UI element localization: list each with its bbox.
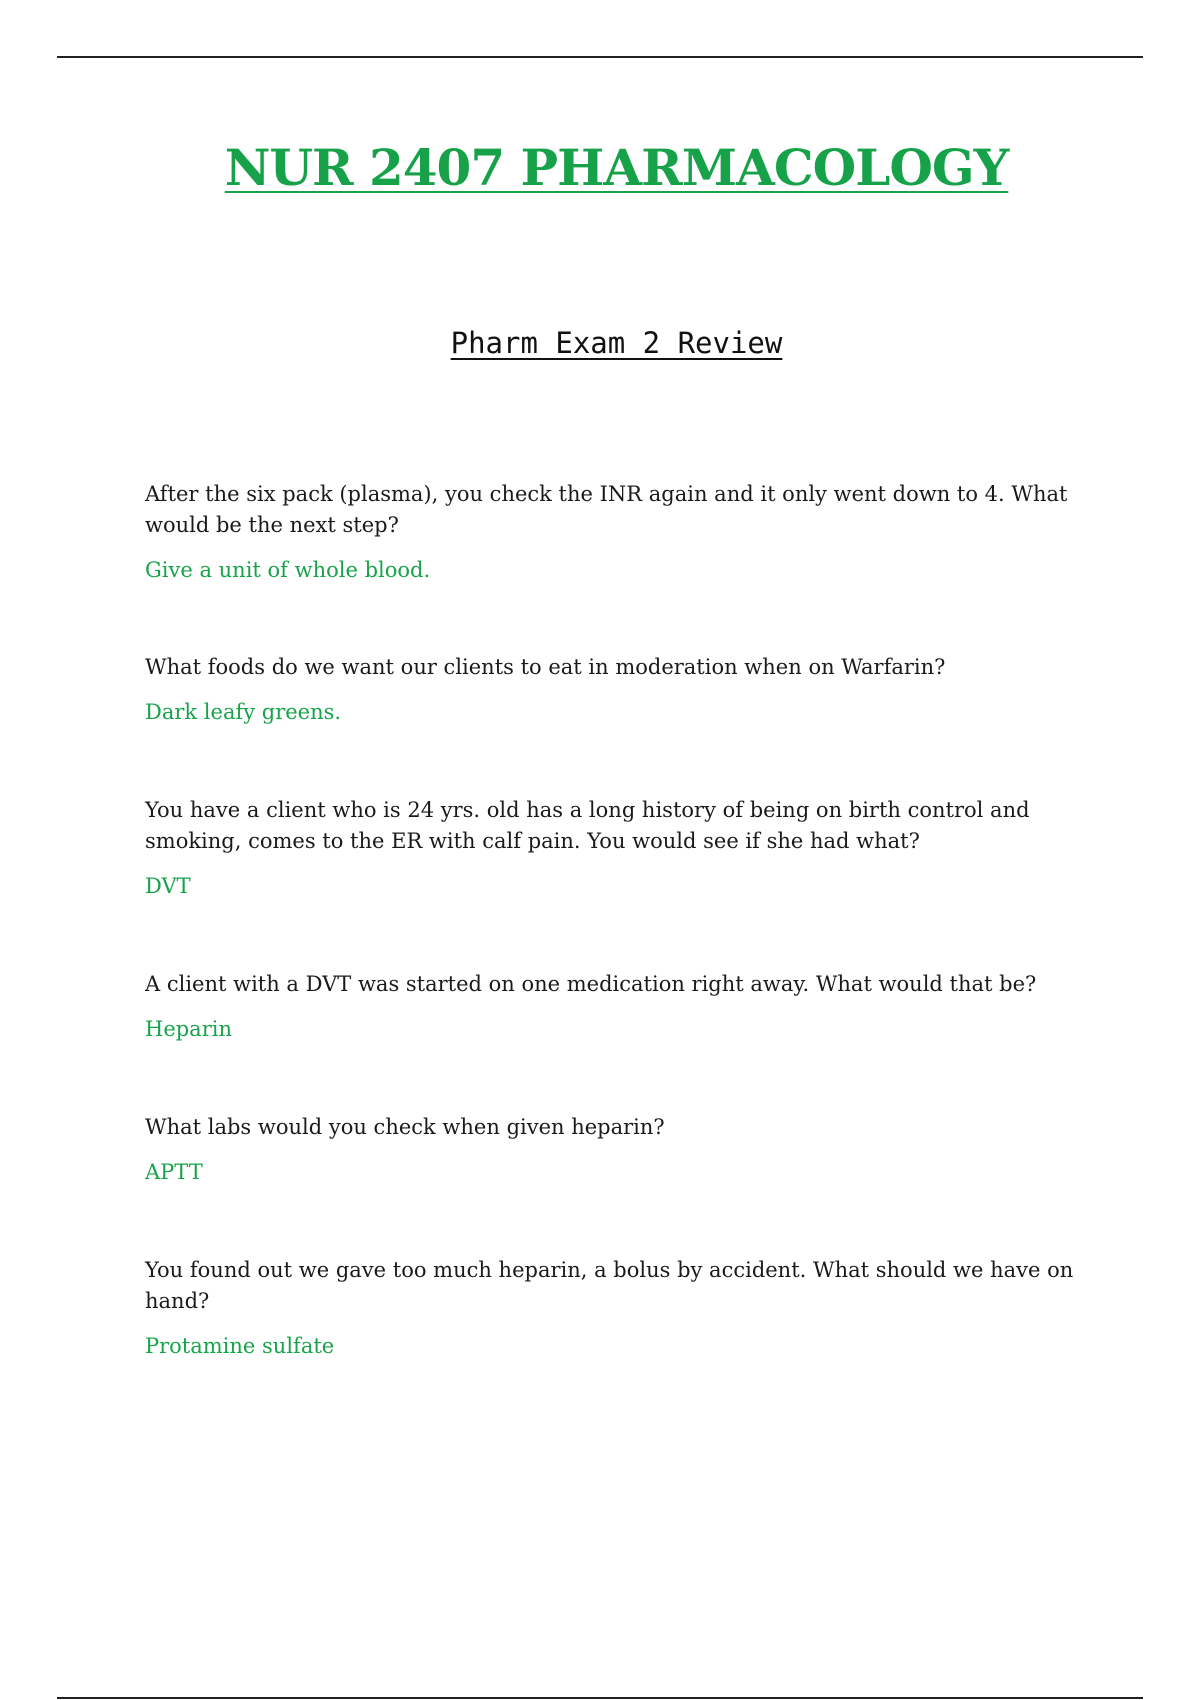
question-text: You have a client who is 24 yrs. old has a long history of being on birth control and smoking, comes to the ER with calf pain. You would see if she had what? [145, 798, 1030, 853]
answer-text: Dark leafy greens. [145, 700, 342, 724]
answer-text: Give a unit of whole blood. [145, 558, 431, 582]
question-text: You found out we gave too much heparin, a bolus by accident. What should we have on hand? [145, 1258, 1074, 1313]
answer-text: Heparin [145, 1017, 232, 1041]
answer-text: DVT [145, 874, 191, 898]
qa-item [145, 1112, 1105, 1187]
qa-item [145, 795, 1105, 901]
question-text: After the six pack (plasma), you check the INR again and it only went down to 4. What would be the next step? [145, 482, 1068, 537]
qa-item [145, 479, 1105, 585]
question-text: A client with a DVT was started on one medication right away. What would that be? [145, 972, 1037, 996]
bottom-rule [57, 1697, 1143, 1699]
document-title: NUR 2407 PHARMACOLOGY [224, 138, 1009, 197]
top-rule [57, 56, 1143, 58]
question-text: What labs would you check when given heparin? [145, 1115, 665, 1139]
question-text: What foods do we want our clients to eat in moderation when on Warfarin? [145, 655, 946, 679]
qa-item [145, 652, 1105, 727]
qa-item [145, 1255, 1105, 1361]
answer-text: Protamine sulfate [145, 1334, 335, 1358]
document-subtitle: Pharm Exam 2 Review [450, 326, 783, 360]
qa-item [145, 969, 1105, 1044]
answer-text: APTT [145, 1160, 203, 1184]
